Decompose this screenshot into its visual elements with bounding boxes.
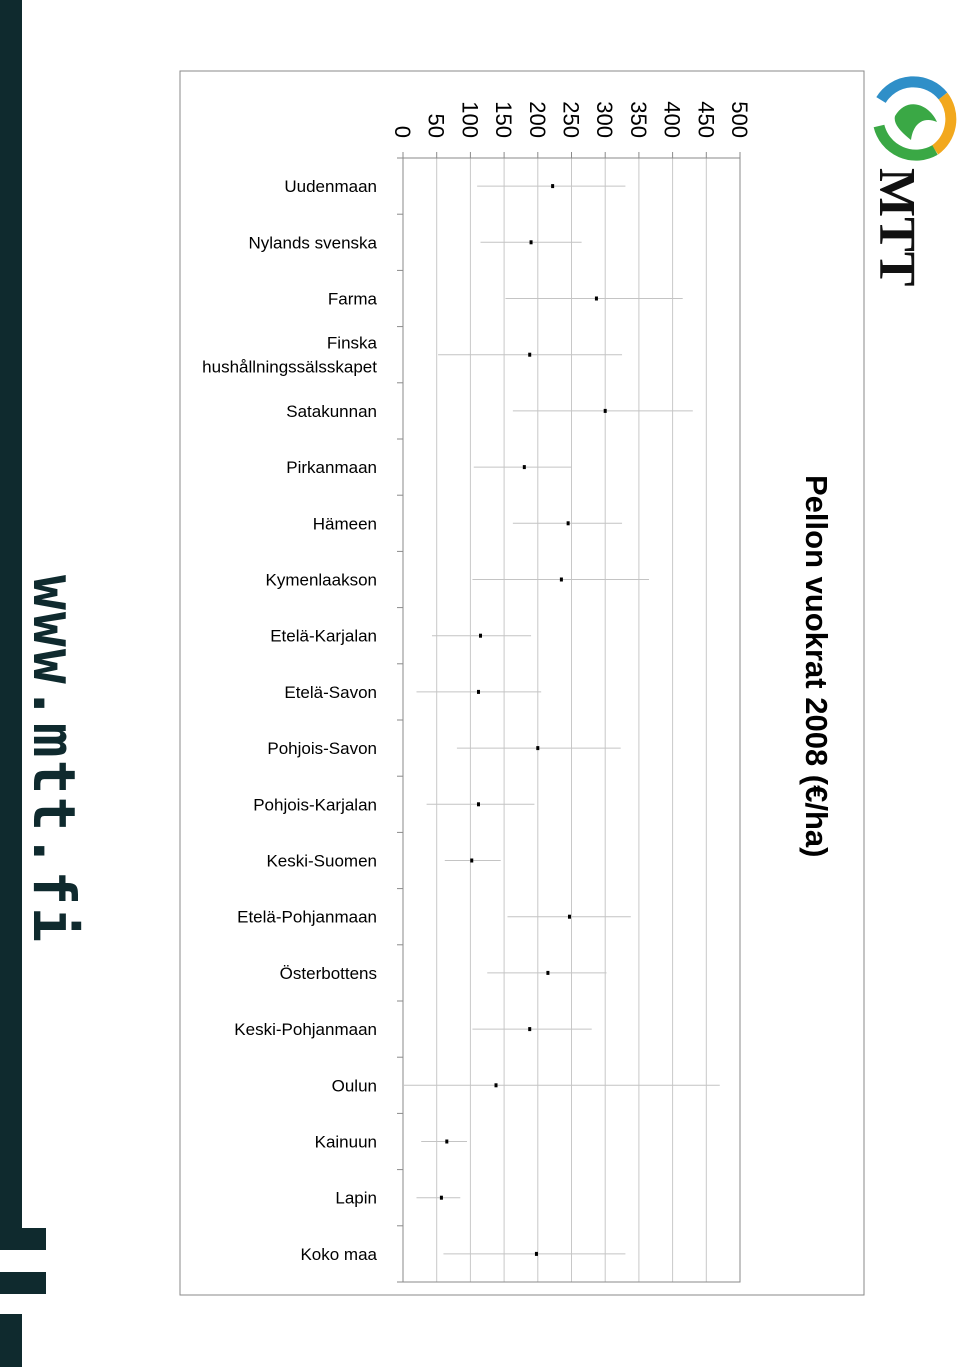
value-tick-label: 350 [625,101,651,138]
median-marker [595,297,598,301]
median-markers [440,184,607,1256]
chart-frame [180,71,864,1295]
median-marker [551,184,554,188]
logo-icon [879,82,951,155]
value-tick-label: 150 [491,101,517,138]
median-marker [440,1196,443,1200]
category-label: Pirkanmaan [286,458,377,478]
median-marker [528,1027,531,1031]
median-marker [560,578,563,582]
category-label: Kainuun [314,1132,377,1152]
logo-arc-orange [935,96,951,150]
value-tick-label: 50 [423,113,449,138]
median-marker [530,240,533,244]
category-label: Uudenmaan [284,177,377,197]
category-label: Satakunnan [286,401,377,421]
grid-lines [403,152,740,1282]
median-marker [528,353,531,357]
category-label: Etelä-Karjalan [270,626,377,646]
value-tick-label: 250 [558,101,584,138]
decor-square-2 [0,1250,22,1272]
category-ticks [397,158,403,1282]
category-label: Nylands svenska [248,233,377,253]
category-label: Keski-Pohjanmaan [234,1020,377,1040]
category-label: Etelä-Savon [284,682,377,702]
category-label: Pohjois-Savon [267,739,377,759]
value-tick-label: 0 [390,125,415,138]
decor-square-4 [0,1294,22,1314]
category-label: Lapin [335,1188,377,1208]
category-label: Oulun [331,1076,377,1096]
value-tick-label: 300 [592,101,618,138]
category-labels [202,177,377,1264]
decor-square-1 [22,1228,46,1250]
category-label: Pohjois-Karjalan [253,795,377,815]
logo-text: MTT [868,168,925,287]
median-marker [479,634,482,638]
median-marker [546,971,549,975]
category-label: Kymenlaakson [265,570,377,590]
median-marker [536,746,539,750]
value-tick-label: 500 [727,101,752,138]
decor-square-3 [22,1272,46,1294]
value-tick-label: 100 [457,101,483,138]
value-tick-label: 450 [693,101,719,138]
median-marker [535,1252,538,1256]
median-marker [568,915,571,919]
median-marker [604,409,607,413]
median-marker [523,465,526,469]
median-marker [470,859,473,863]
category-label: Österbottens [279,963,377,983]
median-marker [445,1140,448,1144]
median-marker [477,802,480,806]
category-label: Koko maa [300,1244,377,1264]
median-marker [495,1083,498,1087]
site-url[interactable]: www.mtt.fi [20,575,88,945]
mtt-logo [868,82,951,287]
category-label: Farma [327,289,377,309]
median-marker [567,521,570,525]
logo-leaf [895,104,937,140]
median-marker [477,690,480,694]
category-label: hushållningssälsskapet [202,357,377,377]
category-label: Finska [326,333,377,353]
logo-arc-blue [881,82,943,100]
chart-title: Pellon vuokrat 2008 (€/ha) [799,475,834,858]
value-tick-labels [390,101,752,138]
value-tick-label: 400 [659,101,685,138]
category-label: Keski-Suomen [266,851,377,871]
category-label: Etelä-Pohjanmaan [237,907,377,927]
category-label: Hämeen [312,514,377,534]
decor-stripe [0,0,22,1367]
value-tick-label: 200 [524,101,550,138]
